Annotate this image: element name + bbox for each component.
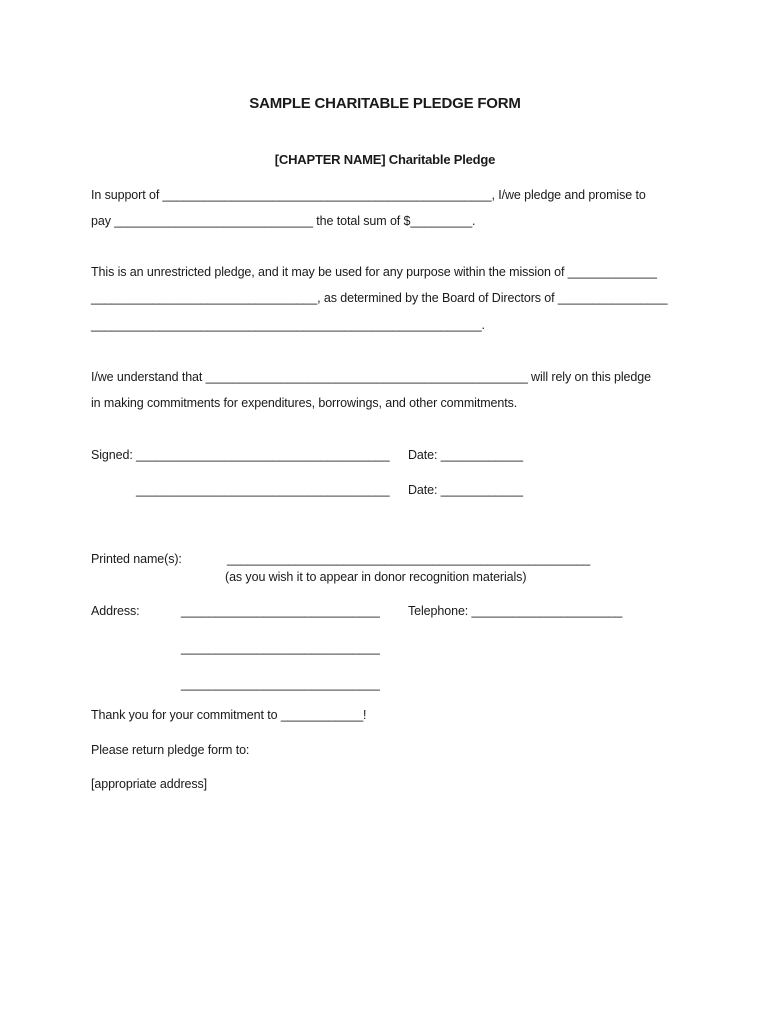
date-field-2: Date: ____________ [408,483,523,497]
address-blank-2: _____________________________ [181,641,380,655]
understand-line-1: I/we understand that _______________________________________________ will rely on this pledge [91,370,651,384]
understand-line-2: in making commitments for expenditures, borrowings, and other commitments. [91,396,518,410]
pay-line: pay _____________________________ the total sum of $_________. [91,214,476,228]
printed-name-blank: _____________________________________________________ [227,552,591,566]
address-blank-1: _____________________________ [181,604,380,618]
support-line: In support of ________________________________________________, I/we pledge and promise to [91,188,646,202]
address-label: Address: [91,604,140,618]
thank-you-line: Thank you for your commitment to ____________! [91,708,367,722]
return-address: [appropriate address] [91,777,208,791]
unrestricted-line-1: This is an unrestricted pledge, and it may be used for any purpose within the mission of _____________ [91,265,657,279]
document-title: SAMPLE CHARITABLE PLEDGE FORM [249,95,521,112]
printed-name-note: (as you wish it to appear in donor recognition materials) [225,570,527,584]
signed-label: Signed: [91,448,133,462]
return-instructions: Please return pledge form to: [91,743,250,757]
address-blank-3: _____________________________ [181,677,380,691]
telephone-field: Telephone: ______________________ [408,604,623,618]
signature-blank-2: _____________________________________ [136,483,390,497]
signature-blank-1: _____________________________________ [136,448,390,462]
unrestricted-line-2: _________________________________, as determined by the Board of Directors of ________________ [91,291,668,305]
unrestricted-line-3: _________________________________________________________. [91,318,485,332]
date-field-1: Date: ____________ [408,448,523,462]
printed-name-label: Printed name(s): [91,552,182,566]
document-subtitle: [CHAPTER NAME] Charitable Pledge [274,152,496,167]
